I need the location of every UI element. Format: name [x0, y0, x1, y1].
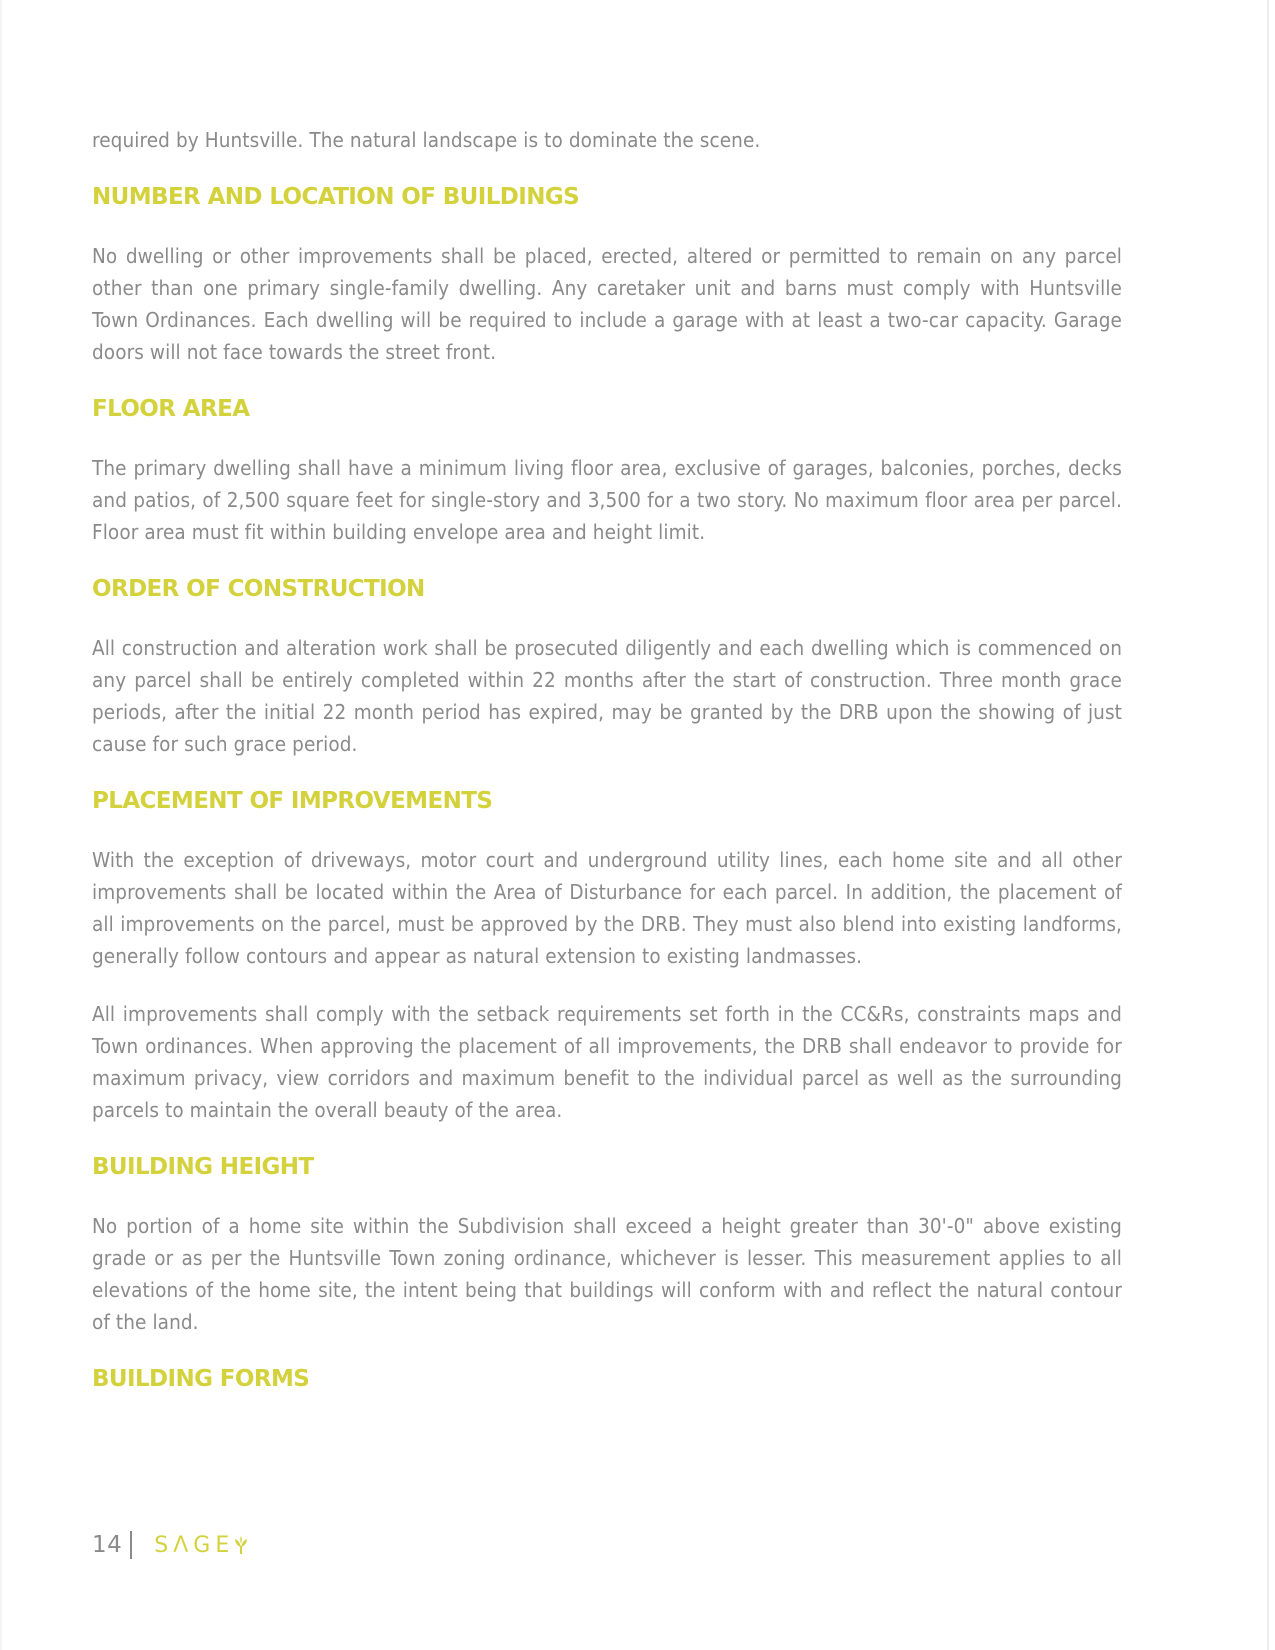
- page-edge-right: [1267, 0, 1269, 1650]
- section-heading: ORDER OF CONSTRUCTION: [92, 576, 425, 602]
- section-heading: PLACEMENT OF IMPROVEMENTS: [92, 788, 493, 814]
- section-heading: BUILDING FORMS: [92, 1366, 310, 1392]
- section-number-and-location: [92, 182, 1122, 368]
- page-number: 14: [92, 1532, 123, 1558]
- section-paragraph: All construction and alteration work shall be prosecuted diligently and each dwelling which is commenced on any parcel shall be entirely completed within 22 months after the start of construction. Three month grace periods, after the initial 22 month period has expired, may be granted by the DRB upon the showing of just cause for such grace period.: [92, 636, 1122, 756]
- brand-logo-text: SΛGE: [154, 1532, 235, 1558]
- section-paragraph: With the exception of driveways, motor court and underground utility lines, each home site and all other improvements shall be located within the Area of Disturbance for each parcel. In addition, the placement of all improvements on the parcel, must be approved by the DRB. They must also blend into existing landforms, generally follow contours and appear as natural extension to existing landmasses.: [92, 848, 1122, 968]
- section-paragraph: No portion of a home site within the Subdivision shall exceed a height greater than 30'-0" above existing grade or as per the Huntsville Town zoning ordinance, whichever is lesser. This measurement applies to all elevations of the home site, the intent being that buildings will conform with and reflect the natural contour of the land.: [92, 1214, 1122, 1334]
- section-building-height: [92, 1152, 1122, 1338]
- footer-divider: [130, 1531, 132, 1559]
- section-order-of-construction: [92, 574, 1122, 760]
- section-floor-area: [92, 394, 1122, 548]
- section-paragraph: The primary dwelling shall have a minimum living floor area, exclusive of garages, balconies, porches, decks and patios, of 2,500 square feet for single-story and 3,500 for a two story. No maximum floor area per parcel. Floor area must fit within building envelope area and height limit.: [92, 456, 1122, 544]
- section-building-forms: [92, 1364, 1122, 1394]
- section-heading: FLOOR AREA: [92, 396, 250, 422]
- section-paragraph: All improvements shall comply with the setback requirements set forth in the CC&Rs, constraints maps and Town ordinances. When approving the placement of all improvements, the DRB shall endeavor to provide for maximum privacy, view corridors and maximum benefit to the individual parcel as well as the surrounding parcels to maintain the overall beauty of the area.: [92, 1002, 1122, 1122]
- intro-paragraph: required by Huntsville. The natural landscape is to dominate the scene.: [92, 128, 761, 152]
- page-footer: [92, 1527, 250, 1563]
- document-body: [92, 124, 1122, 1394]
- page-edge-left: [0, 0, 2, 1650]
- section-paragraph: No dwelling or other improvements shall be placed, erected, altered or permitted to remain on any parcel other than one primary single-family dwelling. Any caretaker unit and barns must comply with Huntsville Town Ordinances. Each dwelling will be required to include a garage with at least a two-car capacity. Garage doors will not face towards the street front.: [92, 244, 1122, 364]
- wheat-leaf-icon: [232, 1535, 250, 1555]
- section-heading: NUMBER AND LOCATION OF BUILDINGS: [92, 184, 580, 210]
- section-heading: BUILDING HEIGHT: [92, 1154, 314, 1180]
- section-placement-of-improvements: [92, 786, 1122, 1126]
